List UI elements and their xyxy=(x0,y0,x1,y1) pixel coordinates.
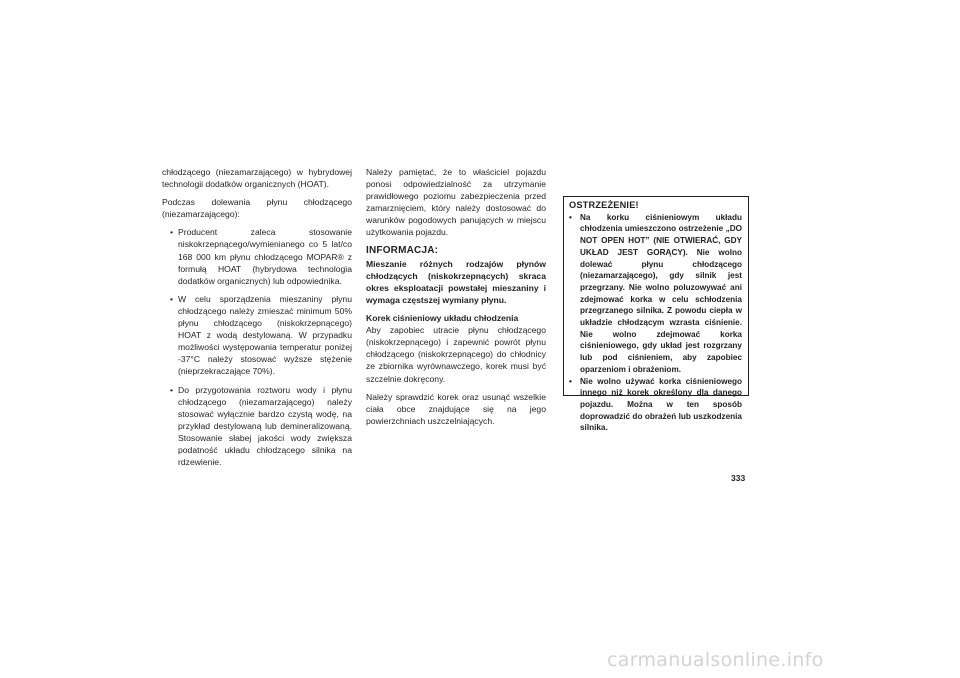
left-column xyxy=(162,166,352,474)
warning-box xyxy=(563,196,749,433)
paragraph: Podczas dolewania płynu chłodzącego (niezamarzającego): xyxy=(162,197,352,220)
watermark: carmanualsonline.info xyxy=(607,649,824,671)
bullet-list xyxy=(162,226,352,468)
paragraph: Należy sprawdzić korek oraz usunąć wszelkie ciała obce znajdujące się na jego powierzchniach uszczelniających. xyxy=(366,391,546,426)
list-item: • Na korku ciśnieniowym układu chłodzenia umieszczono ostrzeżenie „DO NOT OPEN HOT” (NIE OTWIERAĆ, GDY UKŁAD JEST GORĄCY). Nie wolno dolewać płynu chłodzącego (niezamarzającego), gdy silnik jest przegrzany. Nie wolno poluzowywać ani zdejmować korka w celu schłodzenia przegrzanego silnika. Z powodu ciepła w układzie chłodzącym wzrasta ciśnienie. Nie wolno zdejmować korka ciśnieniowego, gdy układ jest rozgrzany lub pod ciśnieniem, aby zapobiec oparzeniom i obrażeniom. xyxy=(569,212,742,376)
list-item: • Producent zaleca stosowanie niskokrzepnącego/wymienianego co 5 lat/co 168 000 km płynu chłodzącego MOPAR® z formułą HOAT (hybrydowa technologia dodatków organicznych) lub odpowiednika. xyxy=(162,226,352,286)
page-number: 333 xyxy=(731,473,746,483)
cap-heading: Korek ciśnieniowy układu chłodzenia xyxy=(366,313,519,324)
list-item: • Nie wolno używać korka ciśnieniowego innego niż korek określony dla danego pojazdu. Można w ten sposób doprowadzić do obrażeń lub uszkodzenia silnika. xyxy=(569,376,742,435)
info-text: Mieszanie różnych rodzajów płynów chłodzących (niskokrzepnących) skraca okres eksploatacji powstałej mieszaniny i wymaga częstszej wymiany płynu. xyxy=(366,258,546,305)
paragraph: Aby zapobiec utracie płynu chłodzącego (niskokrzepnącego) i zapewnić powrót płynu chłodzącego (niskokrzepnącego) do chłodnicy ze zbiornika wyrównawczego, korek musi być szczelnie dokręcony. xyxy=(366,325,546,384)
list-item: • W celu sporządzenia mieszaniny płynu chłodzącego należy zmieszać minimum 50% płynu chłodzącego (niskokrzepnącego) HOAT z wodą destylowaną. W przypadku możliwości występowania temperatur poniżej -37°C należy stosować wyższe stężenie (nieprzekraczające 70%). xyxy=(162,293,352,378)
paragraph: Należy pamiętać, że to właściciel pojazdu ponosi odpowiedzialność za utrzymanie prawidłowego poziomu zabezpieczenia przed zamarznięciem, który należy dostosować do warunków pogodowych panujących w miejscu użytkowania pojazdu. xyxy=(366,167,546,238)
list-item: • Do przygotowania roztworu wody i płynu chłodzącego (niezamarzającego) należy stosować wyłącznie bardzo czystą wodę, na przykład destylowaną lub demineralizowaną. Stosowanie słabej jakości wody zwiększa podatność układu chłodzącego silnika na rdzewienie. xyxy=(162,384,352,469)
middle-column xyxy=(366,166,546,433)
warning-heading: OSTRZEŻENIE! xyxy=(569,200,639,210)
warning-list xyxy=(569,212,742,434)
paragraph: chłodzącego (niezamarzającego) w hybrydowej technologii dodatków organicznych (HOAT). xyxy=(162,167,352,190)
info-heading: INFORMACJA: xyxy=(366,244,439,256)
